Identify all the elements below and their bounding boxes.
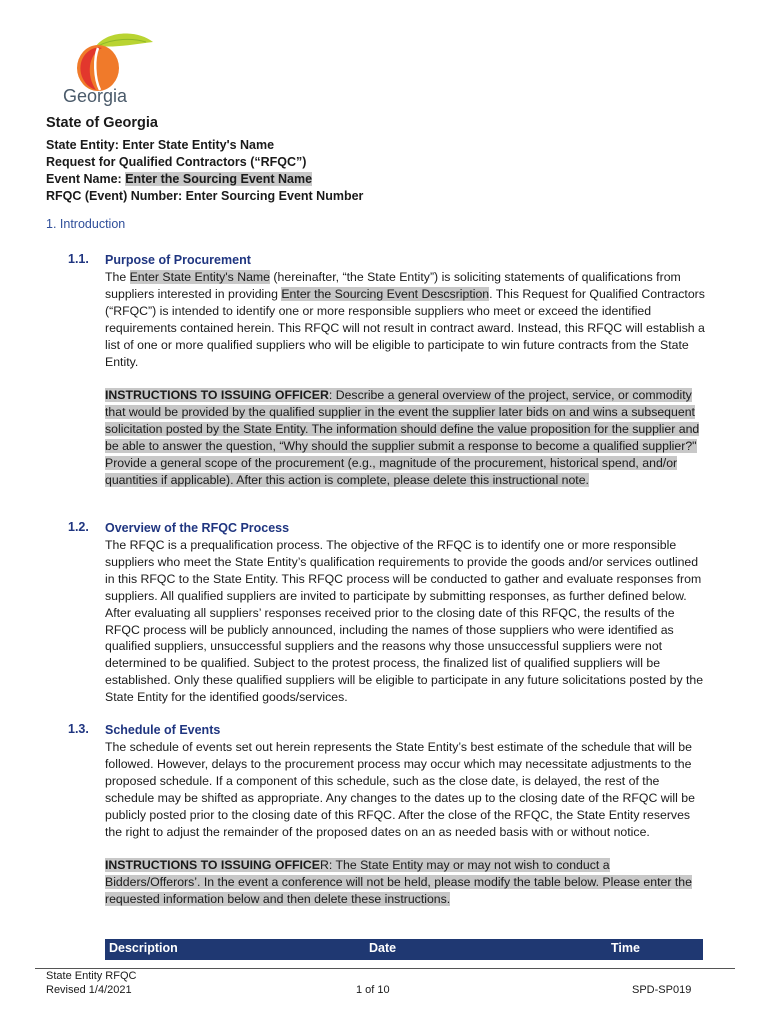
event-description-field[interactable]: Enter the Sourcing Event Descsription (281, 286, 490, 301)
overview-paragraph: The RFQC is a prequalification process. The objective of the RFQC is to identify one or more responsible suppliers who meet the State Entity’s qualification requirements to provide the goods and/or services outlined in this RFQC to the State Entity. This RFQC process will be conducted to gather and evaluate responses from suppliers. All qualified suppliers are invited to participate by submitting responses, as further defined below. After evaluating all suppliers’ responses received prior to the closing date of this RFQC, the results of the RFQC process will be publicly announced, including the names of those suppliers who were identified as qualified suppliers, unsuccessful suppliers and the reasons why those unsuccessful suppliers were not determined to be qualified. Subject to the protest process, the finalized list of qualified suppliers will be established. Only these qualified suppliers will be eligible to participate in any future solicitations posted by the State Entity for the identified goods/services. (105, 538, 704, 705)
instructions-note: INSTRUCTIONS TO ISSUING OFFICER: The State Entity may or may not wish to conduct a Bidders/Offerors’. In the event a conference will not be held, please modify the table below. Please enter the requested information below and then delete these instructions. (105, 858, 692, 907)
footer-doc-name: State Entity RFQC (46, 970, 137, 982)
event-name-line: Event Name: Enter the Sourcing Event Name (46, 172, 313, 186)
section-introduction: 1. Introduction (46, 217, 126, 231)
footer-form-id: SPD-SP019 (632, 984, 692, 996)
document-title: State of Georgia (46, 115, 158, 131)
state-entity-field[interactable]: Enter State Entity's Name (122, 138, 275, 152)
section-heading: Purpose of Procurement (105, 253, 251, 267)
event-number-line: RFQC (Event) Number: Enter Sourcing Event Number (46, 189, 364, 203)
purpose-paragraph: The Enter State Entity's Name (hereinafter, “the State Entity”) is soliciting statements of qualifications from suppliers interested in providing Enter the Sourcing Event Descsription. This Request for Qualified Contractors (“RFQC”) is intended to identify one or more responsible suppliers who meet or exceed the identified requirements contained herein. This RFQC will not result in contract award. Instead, this RFQC will establish a list of one or more qualified suppliers who will be eligible to participate to win future contracts from the State Entity. (105, 270, 705, 369)
section-heading: Overview of the RFQC Process (105, 521, 290, 535)
georgia-logo (58, 28, 158, 110)
section-1-3 (68, 722, 708, 908)
footer-revision: Revised 1/4/2021 (46, 984, 132, 996)
section-number: 1.3. (68, 722, 89, 736)
event-name-field[interactable]: Enter the Sourcing Event Name (125, 172, 313, 186)
table-border (105, 959, 703, 960)
column-time: Time (611, 941, 640, 955)
instructions-note: INSTRUCTIONS TO ISSUING OFFICER: Describe a general overview of the project, service, or commodity that would be provided by the qualified supplier in the event the supplier later bids on and wins a subsequent solicitation posted by the State Entity. The information should define the value proposition for the supplier and be able to answer the question, “Why should the supplier submit a response to become a qualified supplier?" Provide a general scope of the procurement (e.g., magnitude of the procurement, historical spend, and/or quantities if applicable). After this action is complete, please delete this instructional note. (105, 388, 700, 487)
column-date: Date (369, 941, 397, 955)
section-1-1 (68, 252, 708, 489)
section-number: 1.2. (68, 520, 89, 534)
entity-name-field[interactable]: Enter State Entity's Name (129, 270, 271, 284)
page-number: 1 of 10 (356, 984, 390, 996)
column-description: Description (109, 941, 178, 955)
section-heading: Schedule of Events (105, 723, 221, 737)
logo-wordmark: Georgia (63, 86, 128, 106)
schedule-paragraph: The schedule of events set out herein represents the State Entity’s best estimate of the schedule that will be followed. However, delays to the procurement process may occur which may necessitate adjustments to the proposed schedule. If a component of this schedule, such as the close date, is delayed, the rest of the schedule may be shifted as appropriate. Any changes to the dates up to the closing date of the RFQC will be publicly posted prior to the closing date of this RFQC. After the close of the RFQC, the State Entity reserves the right to adjust the remainder of the proposed dates on an as needed basis with or without notice. (105, 740, 695, 839)
rfqc-line: Request for Qualified Contractors (“RFQC”) (46, 155, 307, 169)
state-entity-line: State Entity: Enter State Entity's Name (46, 138, 275, 152)
section-number: 1.1. (68, 252, 89, 266)
schedule-table-header (105, 939, 703, 959)
document-header (46, 115, 726, 205)
footer-divider (35, 968, 735, 969)
section-1-2 (68, 520, 708, 706)
